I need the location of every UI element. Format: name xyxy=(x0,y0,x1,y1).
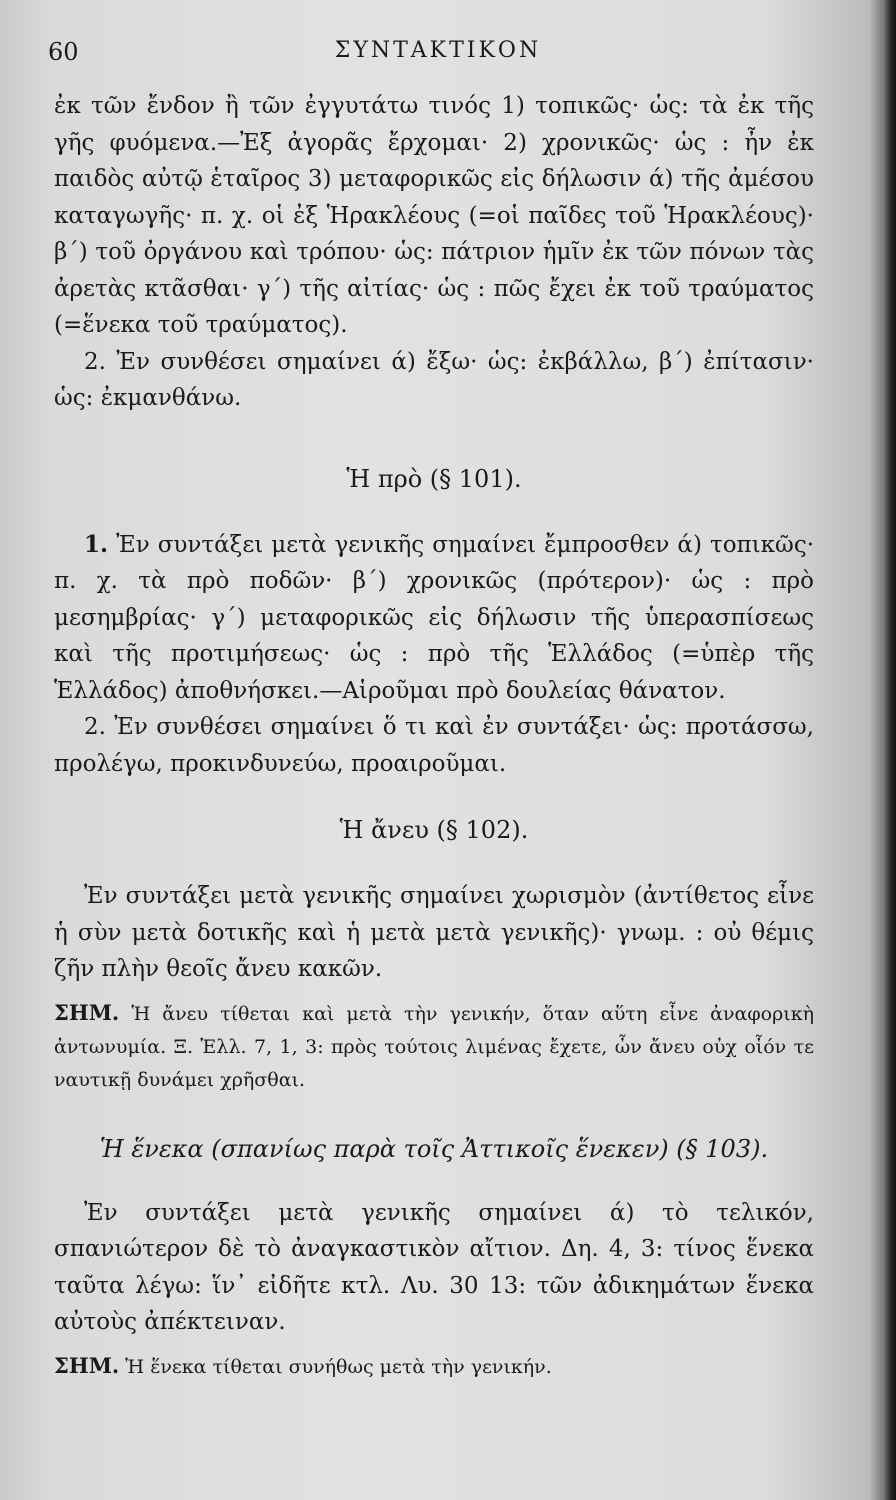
note-mark: ΣΗΜ. xyxy=(54,1352,120,1378)
note-aneu-text: Ἡ ἄνευ τίθεται καὶ μετὰ τὴν γενικήν, ὅταν αὕτη εἶνε ἀναφορικὴ ἀντωνυμία. Ξ. Ἑλλ. 7, 1, 3: πρὸς τούτοις λιμένας ἔχετε, ὧν ἄνευ οὐχ οἷόν τε ναυτικῇ δυνάμει χρῆσθαι. xyxy=(54,1002,814,1091)
paragraph-number: 1. xyxy=(84,530,109,558)
note-mark: ΣΗΜ. xyxy=(54,999,120,1025)
book-spine-shadow xyxy=(882,0,896,1500)
paragraph-pro-syntax-text: Ἐν συντάξει μετὰ γενικῆς σημαίνει ἔμπροσθεν ά) τοπικῶς· π. χ. τὰ πρὸ ποδῶν· β΄) χρονικῶς (πρότερον)· ὡς : πρὸ μεσημβρίας· γ΄) μεταφορικῶς εἰς δήλωσιν τῆς ὑπερασπίσεως καὶ τῆς προτιμήσεως· ὡς : πρὸ τῆς Ἑλλάδος (=ὑπὲρ τῆς Ἑλλάδος) ἀποθνήσκει.—Αἱροῦμαι πρὸ δουλείας θάνατον. xyxy=(54,531,815,704)
note-heneka xyxy=(54,1349,814,1384)
paragraph-heneka-syntax: Ἐν συντάξει μετὰ γενικῆς σημαίνει ά) τὸ τελικόν, σπανιώτερον δὲ τὸ ἀναγκαστικὸν αἴτιον. Δη. 4, 3: τίνος ἕνεκα ταῦτα λέγω: ἵν᾽ εἰδῆτε κτλ. Λυ. 30 13: τῶν ἀδικημάτων ἕνεκα αὐτοὺς ἀπέκτειναν. xyxy=(54,1199,814,1335)
section-heading-heneka: Ἡ ἕνεκα (σπανίως παρὰ τοῖς Ἀττικοῖς ἕνεκεν) (§ 103). xyxy=(99,1134,769,1163)
page-number: 60 xyxy=(48,38,79,66)
running-title: ΣΥΝΤΑΚΤΙΚΟΝ xyxy=(334,38,542,63)
paragraph-aneu-syntax: Ἐν συντάξει μετὰ γενικῆς σημαίνει χωρισμὸν (ἀντίθετος εἶνε ἡ σὺν μετὰ δοτικῆς καὶ ἡ μετὰ μετὰ γενικῆς)· γνωμ. : οὐ θέμις ζῆν πλὴν θεοῖς ἄνευ κακῶν. xyxy=(54,883,814,982)
page-body xyxy=(54,88,814,1384)
paragraph-ek-composition: 2. Ἐν συνθέσει σημαίνει ά) ἔξω· ὡς: ἐκβάλλω, β΄) ἐπίτασιν· ὡς: ἐκμανθάνω. xyxy=(54,348,814,411)
section-heading-pro: Ἡ πρὸ (§ 101). xyxy=(346,464,522,493)
note-aneu xyxy=(54,996,814,1097)
note-heneka-text: Ἡ ἕνεκα τίθεται συνήθως μετὰ τὴν γενικήν. xyxy=(125,1355,552,1378)
page-header xyxy=(48,38,828,68)
section-heading-aneu: Ἡ ἄνευ (§ 102). xyxy=(339,816,529,844)
paragraph-pro-composition: 2. Ἐν συνθέσει σημαίνει ὅ τι καὶ ἐν συντάξει· ὡς: προτάσσω, προλέγω, προκινδυνεύω, προαιροῦμαι. xyxy=(54,714,814,777)
paragraph-pro-syntax xyxy=(54,527,814,710)
paragraph-ek-continuation: ἐκ τῶν ἔνδον ἢ τῶν ἐγγυτάτω τινός 1) τοπικῶς· ὡς: τὰ ἐκ τῆς γῆς φυόμενα.—Ἐξ ἀγορᾶς ἔρχομαι· 2) χρονικῶς· ὡς : ἦν ἐκ παιδὸς αὐτῷ ἑταῖρος 3) μεταφορικῶς εἰς δήλωσιν ά) τῆς ἀμέσου καταγωγῆς· π. χ. οἱ ἐξ Ἡρακλέους (=οἱ παῖδες τοῦ Ἡρακλέους)· β΄) τοῦ ὀργάνου καὶ τρόπου· ὡς: πάτριον ἡμῖν ἐκ τῶν πόνων τὰς ἀρετὰς κτᾶσθαι· γ΄) τῆς αἰτίας· ὡς : πῶς ἔχει ἐκ τοῦ τραύματος (=ἕνεκα τοῦ τραύματος). xyxy=(54,93,814,338)
